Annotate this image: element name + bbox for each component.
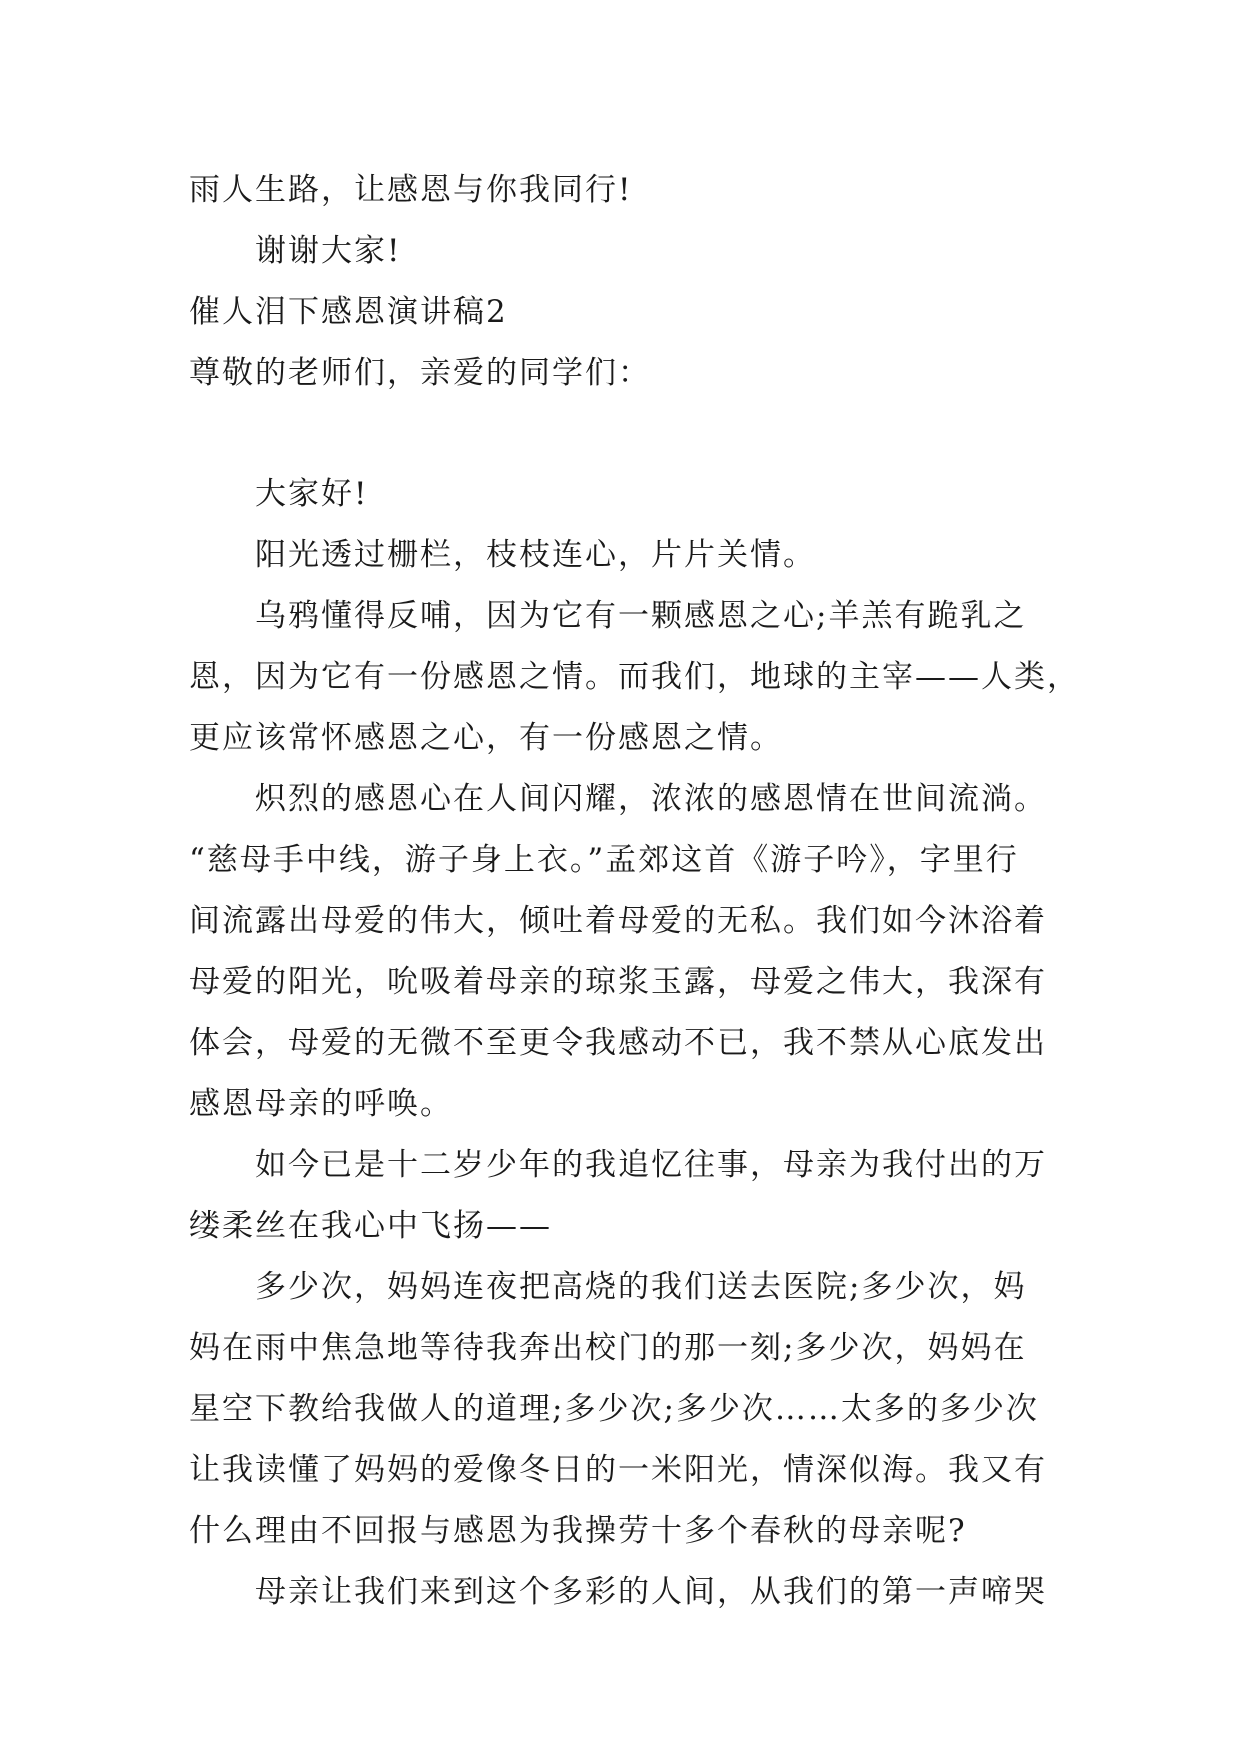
paragraph bbox=[189, 769, 1049, 1135]
paragraph-line: 间流露出母爱的伟大，倾吐着母爱的无私。我们如今沐浴着 bbox=[189, 903, 1047, 939]
paragraph-line: 妈在雨中焦急地等待我奔出校门的那一刻;多少次，妈妈在 bbox=[189, 1330, 1027, 1366]
document-body bbox=[189, 160, 1080, 1623]
speech-title: 催人泪下感恩演讲稿2 bbox=[189, 294, 508, 330]
paragraph-line: 感恩母亲的呼唤。 bbox=[189, 1086, 453, 1122]
paragraph bbox=[189, 1135, 1049, 1257]
paragraph-line: 炽烈的感恩心在人间闪耀，浓浓的感恩情在世间流淌。 bbox=[255, 781, 1047, 817]
paragraph-line: 多少次，妈妈连夜把高烧的我们送去医院;多少次，妈 bbox=[255, 1269, 1027, 1305]
paragraph-line: 恩，因为它有一份感恩之情。而我们，地球的主宰——人类， bbox=[189, 659, 1080, 695]
blank-line bbox=[189, 404, 1049, 464]
paragraph-line: 更应该常怀感恩之心，有一份感恩之情。 bbox=[189, 720, 783, 756]
paragraph-line: 缕柔丝在我心中飞扬—— bbox=[189, 1208, 552, 1244]
greeting: 大家好! bbox=[255, 476, 369, 512]
paragraph-line: 体会，母爱的无微不至更令我感动不已，我不禁从心底发出 bbox=[189, 1025, 1047, 1061]
paragraph-line: 让我读懂了妈妈的爱像冬日的一米阳光，情深似海。我又有 bbox=[189, 1452, 1047, 1488]
paragraph bbox=[189, 586, 1080, 769]
paragraph-line: 什么理由不回报与感恩为我操劳十多个春秋的母亲呢? bbox=[189, 1513, 967, 1549]
paragraph-line: 如今已是十二岁少年的我追忆往事，母亲为我付出的万 bbox=[255, 1147, 1047, 1183]
paragraph-line: 阳光透过栅栏，枝枝连心，片片关情。 bbox=[255, 537, 816, 573]
paragraph-line: 母亲让我们来到这个多彩的人间，从我们的第一声啼哭 bbox=[255, 1574, 1047, 1610]
paragraph-line: 母爱的阳光，吮吸着母亲的琼浆玉露，母爱之伟大，我深有 bbox=[189, 964, 1047, 1000]
paragraph-line: 乌鸦懂得反哺，因为它有一颗感恩之心;羊羔有跪乳之 bbox=[255, 598, 1027, 634]
paragraph bbox=[189, 1257, 1049, 1562]
speech-paragraphs bbox=[189, 525, 1080, 1623]
paragraph bbox=[189, 1562, 1049, 1623]
paragraph bbox=[189, 525, 1049, 586]
paragraph-line: 星空下教给我做人的道理;多少次;多少次……太多的多少次 bbox=[189, 1391, 1039, 1427]
paragraph-line: “慈母手中线，游子身上衣。”孟郊这首《游子吟》，字里行 bbox=[189, 842, 1019, 878]
continuation-line: 雨人生路，让感恩与你我同行! bbox=[189, 172, 633, 208]
closing-thanks: 谢谢大家! bbox=[255, 233, 402, 269]
salutation: 尊敬的老师们，亲爱的同学们： bbox=[189, 355, 651, 391]
